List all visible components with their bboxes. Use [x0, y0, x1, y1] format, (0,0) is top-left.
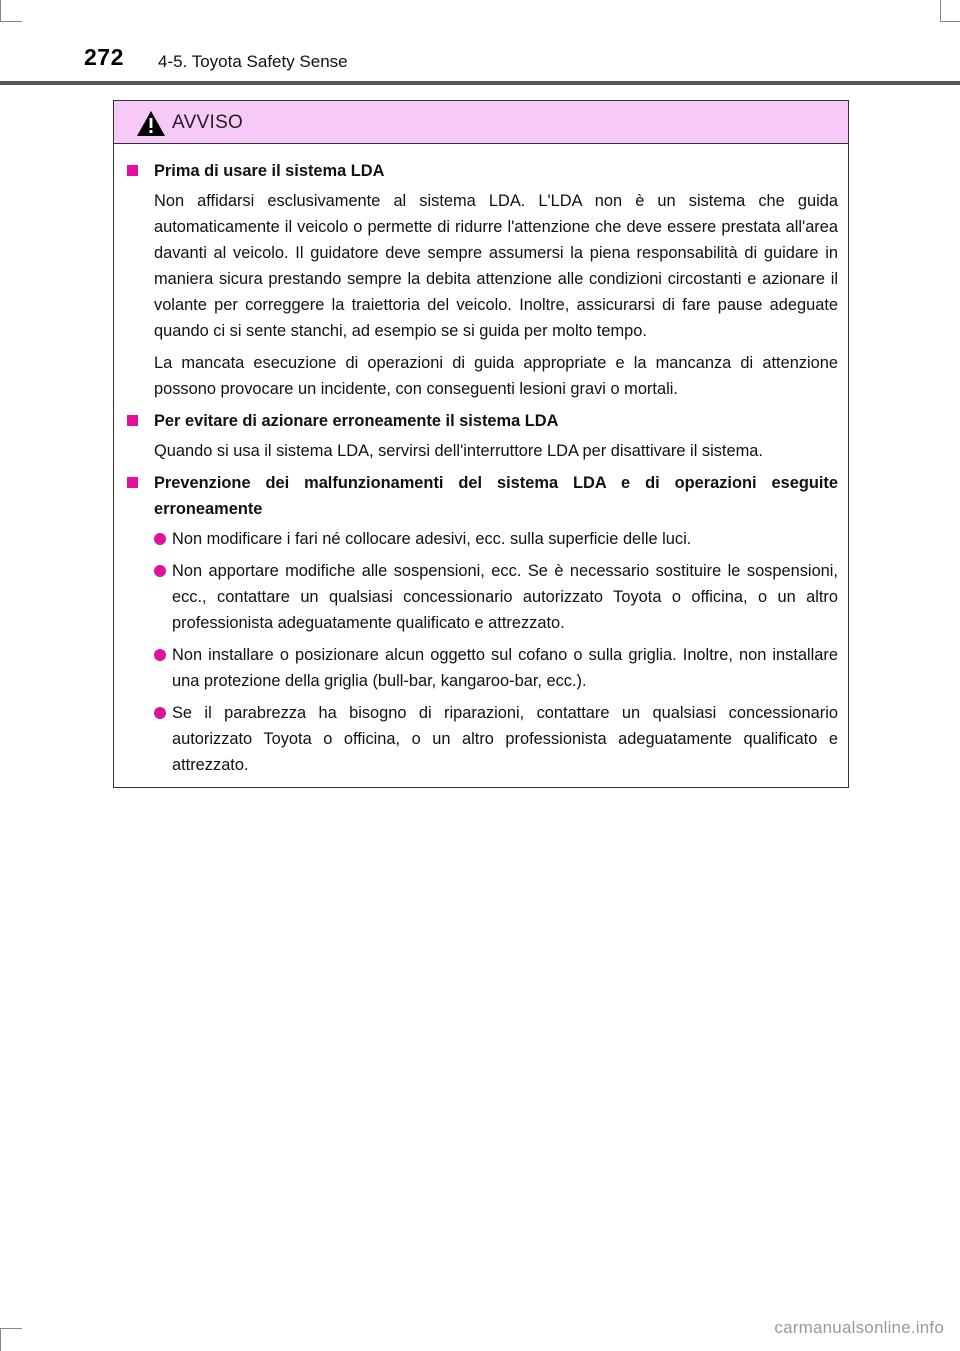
- warning-box: [113, 100, 849, 788]
- square-bullet-icon: [127, 415, 138, 426]
- header-rule: [0, 81, 960, 85]
- circle-bullet-icon: [154, 533, 166, 545]
- warning-title: AVVISO: [172, 112, 244, 133]
- paragraph: Non affidarsi esclusivamente al sistema LDA. L'LDA non è un sistema che guida automaticamente il veicolo o permette di ridurre l'attenzione che deve essere prestata all'area davanti al veicolo. Il guidatore deve sempre assumersi la piena responsabilità di guidare in maniera sicura prestando sempre la debita attenzione alle condizioni circostanti e azionare il volante per correggere la traiettoria del veicolo. Inoltre, assicurarsi di fare pause adeguate quando ci si sente stanchi, ad esempio se si guida per molto tempo.: [154, 192, 838, 340]
- watermark[interactable]: carmanualsonline.info: [774, 1318, 944, 1337]
- section-heading: [126, 408, 838, 434]
- square-bullet-icon: [127, 477, 138, 488]
- list-item: [154, 526, 838, 552]
- warning-triangle-icon: [136, 110, 166, 137]
- section-heading: [126, 158, 838, 184]
- list-item: [154, 558, 838, 636]
- paragraph: La mancata esecuzione di operazioni di guida appropriate e la mancanza di attenzione possono provocare un incidente, con conseguenti lesioni gravi o mortali.: [154, 354, 838, 398]
- warning-header: [114, 101, 848, 144]
- square-bullet-icon: [127, 165, 138, 176]
- list-item-text: Se il parabrezza ha bisogno di riparazioni, contattare un qualsiasi concessionario autorizzato Toyota o officina, o un altro professionista adeguatamente qualificato e attrezzato.: [172, 704, 838, 774]
- list-item-text: Non modificare i fari né collocare adesivi, ecc. sulla superficie delle luci.: [172, 530, 692, 548]
- section-heading-text: Prima di usare il sistema LDA: [154, 162, 385, 180]
- page-header: [0, 0, 960, 90]
- circle-bullet-icon: [154, 565, 166, 577]
- section-heading-text: Per evitare di azionare erroneamente il sistema LDA: [154, 412, 559, 430]
- crop-mark: [0, 1328, 1, 1351]
- section-title: 4-5. Toyota Safety Sense: [158, 52, 348, 71]
- circle-bullet-icon: [154, 649, 166, 661]
- list-item: [154, 700, 838, 778]
- section-heading-text: Prevenzione dei malfunzionamenti del sistema LDA e di operazioni eseguite erroneamente: [154, 474, 838, 518]
- page-number: 272: [84, 44, 124, 70]
- section-heading: [126, 470, 838, 522]
- list-item-text: Non installare o posizionare alcun oggetto sul cofano o sulla griglia. Inoltre, non installare una protezione della griglia (bull-bar, kangaroo-bar, ecc.).: [172, 646, 838, 690]
- warning-body: [114, 144, 848, 778]
- paragraph: Quando si usa il sistema LDA, servirsi dell'interruttore LDA per disattivare il sistema.: [154, 442, 763, 460]
- list-item: [154, 642, 838, 694]
- crop-mark: [0, 1328, 22, 1329]
- list-item-text: Non apportare modifiche alle sospensioni, ecc. Se è necessario sostituire le sospensioni, ecc., contattare un qualsiasi concessionario autorizzato Toyota o officina, o un altro professionista adeguatamente qualificato e attrezzato.: [172, 562, 838, 632]
- circle-bullet-icon: [154, 707, 166, 719]
